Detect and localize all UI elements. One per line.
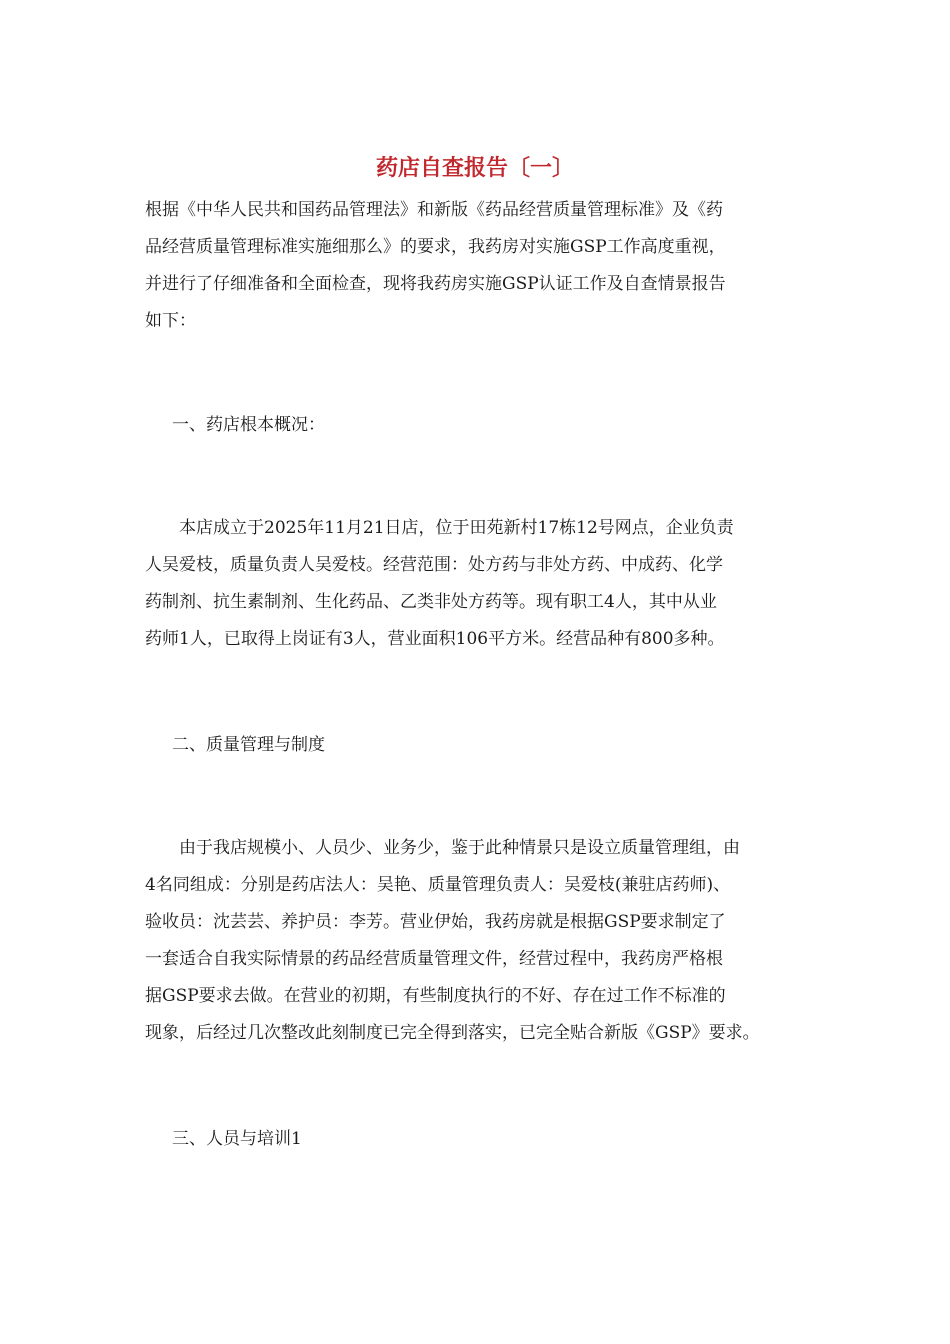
paragraph-line: 药师1人，已取得上岗证有3人，营业面积106平方米。经营品种有800多种。 <box>145 629 725 649</box>
document-title: 药店自查报告〔一〕 <box>375 156 574 181</box>
section-heading-2: 二、质量管理与制度 <box>172 735 325 755</box>
section-heading-1: 一、药店根本概况： <box>172 415 325 435</box>
paragraph-line: 现象，后经过几次整改此刻制度已完全得到落实，已完全贴合新版《GSP》要求。 <box>145 1023 760 1043</box>
paragraph-line: 本店成立于2025年11月21日店，位于田苑新村17栋12号网点，企业负责 <box>145 518 734 538</box>
section-2-paragraph <box>145 830 825 1052</box>
paragraph-line: 据GSP要求去做。在营业的初期，有些制度执行的不好、存在过工作不标准的 <box>145 986 726 1006</box>
paragraph-line: 验收员：沈芸芸、养护员：李芳。营业伊始，我药房就是根据GSP要求制定了 <box>145 912 726 932</box>
intro-paragraph <box>145 192 825 340</box>
paragraph-line: 一套适合自我实际情景的药品经营质量管理文件，经营过程中，我药房严格根 <box>145 949 723 969</box>
section-heading-3: 三、人员与培训1 <box>172 1129 302 1149</box>
paragraph-line: 由于我店规模小、人员少、业务少，鉴于此种情景只是设立质量管理组，由 <box>145 838 740 858</box>
intro-line: 品经营质量管理标准实施细那么》的要求，我药房对实施GSP工作高度重视， <box>145 237 726 257</box>
paragraph-line: 药制剂、抗生素制剂、生化药品、乙类非处方药等。现有职工4人，其中从业 <box>145 592 717 612</box>
paragraph-line: 4名同组成：分别是药店法人：吴艳、质量管理负责人：吴爱枝(兼驻店药师)、 <box>145 875 731 895</box>
intro-line: 如下： <box>145 311 196 331</box>
paragraph-line: 人吴爱枝，质量负责人吴爱枝。经营范围：处方药与非处方药、中成药、化学 <box>145 555 723 575</box>
section-1-paragraph <box>145 510 825 658</box>
intro-line: 根据《中华人民共和国药品管理法》和新版《药品经营质量管理标准》及《药 <box>145 200 723 220</box>
intro-line: 并进行了仔细准备和全面检查，现将我药房实施GSP认证工作及自查情景报告 <box>145 274 726 294</box>
